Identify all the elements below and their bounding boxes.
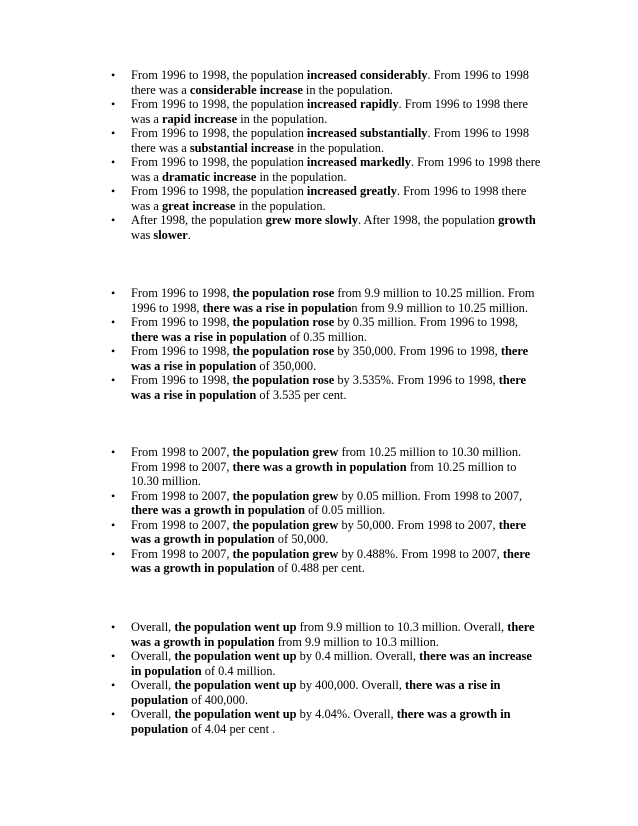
bold-phrase: increased rapidly xyxy=(306,97,399,111)
list-item xyxy=(0,518,543,547)
list-item xyxy=(0,213,543,242)
text-run: From 1996 to 1998, xyxy=(131,315,233,329)
bold-phrase: substantial increase xyxy=(189,140,294,155)
text-run: . From 1996 to 1998 there was a xyxy=(131,97,528,126)
bold-phrase: there was a rise in population xyxy=(131,373,527,402)
text-run: From 1996 to 1998, the population xyxy=(131,126,307,140)
bullet-list xyxy=(0,286,638,402)
text-run: From 1996 to 1998, the population xyxy=(131,155,307,169)
text-run: of 4.04 per cent . xyxy=(188,721,276,736)
bold-phrase: there was a growth in population xyxy=(131,707,511,736)
bullet-icon: • xyxy=(111,707,116,721)
section-rise-1996-1998 xyxy=(0,286,638,402)
bold-phrase: the population grew xyxy=(232,546,339,561)
bullet-icon: • xyxy=(111,68,116,82)
text-run: From 1996 to 1998, xyxy=(131,373,233,387)
bold-phrase: the population went up xyxy=(174,707,297,721)
text-run: of 50,000. xyxy=(274,532,329,546)
bullet-icon: • xyxy=(111,649,116,663)
section-overall xyxy=(0,620,638,736)
text-run: From 1996 to 1998, xyxy=(131,286,233,300)
text-run: From 1998 to 2007, xyxy=(131,488,233,503)
text-run: n from 9.9 million to 10.25 million. xyxy=(351,300,528,315)
text-run: by 50,000. From 1998 to 2007, xyxy=(338,517,499,532)
bold-phrase: there was a growth in population xyxy=(232,459,407,474)
bold-phrase: the population grew xyxy=(232,445,339,459)
bold-phrase: grew more slowly xyxy=(265,213,359,227)
bold-phrase: there was a growth in population xyxy=(131,517,527,546)
list-item xyxy=(0,547,543,576)
text-run: After 1998, the population xyxy=(131,213,266,227)
bold-phrase: increased considerably xyxy=(306,68,428,82)
text-run: Overall, xyxy=(131,678,175,692)
bullet-icon: • xyxy=(111,97,116,111)
bold-phrase: great increase xyxy=(161,198,236,213)
text-run: From 1998 to 2007, xyxy=(131,445,233,459)
list-item xyxy=(0,155,543,184)
text-run: . After 1998, the population xyxy=(358,213,499,227)
bold-phrase: increased greatly xyxy=(306,184,397,198)
bold-phrase: growth xyxy=(498,213,536,227)
text-run: from 10.25 million to 10.30 million. From 1998 to 2007, xyxy=(131,445,522,474)
bullet-list xyxy=(0,68,638,242)
text-run: in the population. xyxy=(237,111,328,126)
bold-phrase: slower xyxy=(153,227,188,242)
bold-phrase: the population rose xyxy=(232,315,335,329)
text-run: by 0.4 million. Overall, xyxy=(296,649,420,663)
list-item xyxy=(0,707,543,736)
list-item xyxy=(0,184,543,213)
list-item xyxy=(0,373,543,402)
list-item xyxy=(0,620,543,649)
text-run: . From 1996 to 1998 there was a xyxy=(131,126,530,155)
bullet-icon: • xyxy=(111,126,116,140)
text-run: by 350,000. From 1996 to 1998, xyxy=(334,344,501,358)
bold-phrase: there was a growth in population xyxy=(131,546,531,575)
bold-phrase: the population rose xyxy=(232,344,335,358)
bold-phrase: the population went up xyxy=(174,620,297,634)
text-run: of 3.535 per cent. xyxy=(256,387,347,402)
text-run: in the population. xyxy=(293,140,385,155)
bold-phrase: there was a rise in population xyxy=(131,678,501,707)
text-run: From 1996 to 1998, the population xyxy=(131,68,307,82)
text-run: by 400,000. Overall, xyxy=(296,678,405,692)
list-item xyxy=(0,126,543,155)
bullet-icon: • xyxy=(111,315,116,329)
text-run: from 10.25 million to 10.30 million. xyxy=(131,459,517,488)
section-rapid-increase xyxy=(0,68,638,242)
text-run: by 3.535%. From 1996 to 1998, xyxy=(334,373,499,387)
list-item xyxy=(0,97,543,126)
text-run: from 9.9 million to 10.25 million. From 1996 to 1998, xyxy=(131,286,535,315)
text-run: . xyxy=(187,227,191,242)
bullet-list xyxy=(0,620,638,736)
text-run: from 9.9 million to 10.3 million. Overall, xyxy=(296,620,508,634)
list-item xyxy=(0,68,543,97)
bold-phrase: the population grew xyxy=(232,517,339,532)
text-run: . From 1996 to 1998 there was a xyxy=(131,184,527,213)
text-run: in the population. xyxy=(256,169,347,184)
list-item xyxy=(0,344,543,373)
text-run: of 400,000. xyxy=(188,692,249,707)
bullet-icon: • xyxy=(111,517,116,532)
text-run: in the population. xyxy=(235,198,326,213)
bullet-icon: • xyxy=(111,213,116,227)
text-run: by 0.35 million. From 1996 to 1998, xyxy=(334,315,519,329)
list-item xyxy=(0,286,543,315)
text-run: of 0.488 per cent. xyxy=(274,561,365,575)
bold-phrase: the population went up xyxy=(174,678,297,692)
bold-phrase: there was a rise in population xyxy=(131,344,529,373)
list-item xyxy=(0,649,543,678)
bold-phrase: increased markedly xyxy=(306,155,411,169)
bullet-icon: • xyxy=(111,373,116,387)
bold-phrase: there was a growth in population xyxy=(131,620,535,649)
bullet-list xyxy=(0,445,638,576)
bullet-icon: • xyxy=(111,286,116,300)
text-run: of 0.4 million. xyxy=(201,663,276,678)
bullet-icon: • xyxy=(111,445,116,459)
list-item xyxy=(0,445,543,489)
text-run: was xyxy=(131,227,154,242)
text-run: in the population. xyxy=(302,82,393,97)
text-run: of 350,000. xyxy=(256,358,317,373)
text-run: by 4.04%. Overall, xyxy=(296,707,397,721)
bold-phrase: there was a rise in population xyxy=(131,329,287,344)
list-item xyxy=(0,678,543,707)
list-item xyxy=(0,315,543,344)
bullet-icon: • xyxy=(111,155,116,169)
text-run: From 1996 to 1998, the population xyxy=(131,184,307,198)
bold-phrase: the population rose xyxy=(232,286,335,300)
bold-phrase: the population went up xyxy=(174,649,297,663)
text-run: by 0.488%. From 1998 to 2007, xyxy=(338,546,503,561)
text-run: From 1996 to 1998, the population xyxy=(131,97,307,111)
text-run: by 0.05 million. From 1998 to 2007, xyxy=(338,488,523,503)
bold-phrase: increased substantially xyxy=(306,126,428,140)
bullet-icon: • xyxy=(111,184,116,198)
text-run: Overall, xyxy=(131,620,175,634)
list-item xyxy=(0,489,543,518)
bullet-icon: • xyxy=(111,546,116,561)
text-run: From 1996 to 1998, xyxy=(131,344,233,358)
bullet-icon: • xyxy=(111,344,116,358)
bold-phrase: the population grew xyxy=(232,488,339,503)
text-run: Overall, xyxy=(131,707,175,721)
bold-phrase: rapid increase xyxy=(161,111,238,126)
text-run: . From 1996 to 1998 there was a xyxy=(131,68,530,97)
text-run: from 9.9 million to 10.3 million. xyxy=(274,634,439,649)
text-run: . From 1996 to 1998 there was a xyxy=(131,155,541,184)
bullet-icon: • xyxy=(111,488,116,503)
bold-phrase: there was a rise in populatio xyxy=(202,300,352,315)
text-run: of 0.35 million. xyxy=(286,329,367,344)
bold-phrase: there was a growth in population xyxy=(131,503,306,517)
text-run: From 1998 to 2007, xyxy=(131,517,233,532)
text-run: Overall, xyxy=(131,649,175,663)
bold-phrase: the population rose xyxy=(232,373,335,387)
bold-phrase: dramatic increase xyxy=(161,169,257,184)
bullet-icon: • xyxy=(111,620,116,634)
bold-phrase: considerable increase xyxy=(189,82,303,97)
bullet-icon: • xyxy=(111,678,116,692)
text-run: of 0.05 million. xyxy=(305,503,386,517)
text-run: From 1998 to 2007, xyxy=(131,546,233,561)
section-growth-1998-2007 xyxy=(0,445,638,576)
bold-phrase: there was an increase in population xyxy=(131,649,532,678)
